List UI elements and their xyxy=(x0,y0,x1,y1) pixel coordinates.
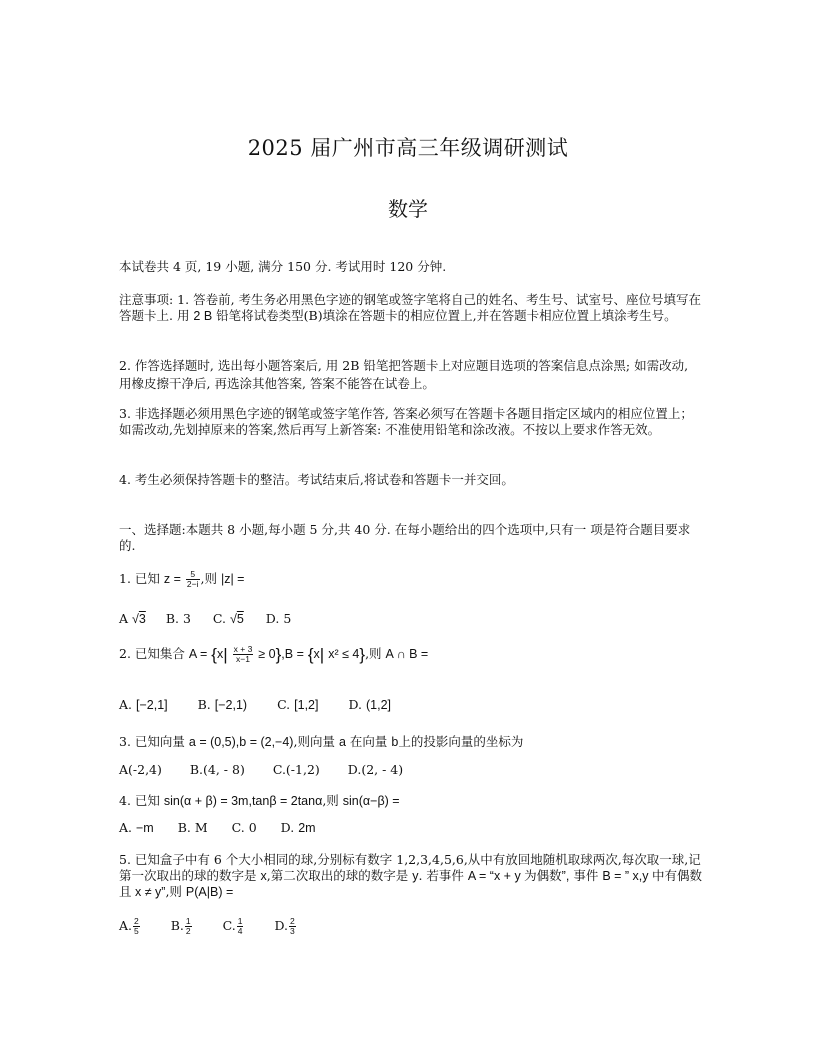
q4-prefix: 4. 已知 xyxy=(119,793,160,808)
q2-opt-d-val: (1,2] xyxy=(366,698,392,712)
q3-opt-d: D.(2, - 4) xyxy=(347,762,404,777)
q4-opt-d-label: D. xyxy=(280,820,295,835)
q1-opt-a-sqrt: √3 xyxy=(132,612,146,626)
q1-opt-c-label: C. xyxy=(212,611,226,626)
question-5 xyxy=(119,852,703,900)
question-4 xyxy=(119,793,703,809)
q2-x-b: x xyxy=(313,647,320,661)
note-1-text-a: 注意事项: 1. 答卷前, 考生务必用黑色字迹的钢笔或签字笔将自己的姓名、考生号、试室号、座位号填写在答题卡上. 用 xyxy=(119,292,702,323)
q3-vectors: a = (0,5),b = (2,−4) xyxy=(188,735,294,749)
q5-opt-a-label: A. xyxy=(119,918,133,933)
q3-vec-a: a xyxy=(338,735,346,749)
q1-opt-b: B. 3 xyxy=(165,611,191,626)
q2-expr: A ∩ B = xyxy=(385,647,429,661)
q3-opt-c: C.(-1,2) xyxy=(272,762,320,777)
q3-mid1: ,则向量 xyxy=(293,734,335,749)
q2-prefix: 2. 已知集合 xyxy=(119,646,185,661)
question-1 xyxy=(119,568,703,590)
q2-opt-a-label: A. xyxy=(119,697,133,712)
q1-fraction xyxy=(186,570,200,589)
q2-x: x xyxy=(216,647,224,661)
q2-cond: x² ≤ 4 xyxy=(328,647,360,661)
q2-ge: ≥ 0 xyxy=(258,647,276,661)
q3-mid2: 在向量 xyxy=(349,734,388,749)
q2-opt-c-val: [1,2] xyxy=(294,698,319,712)
question-3 xyxy=(119,734,703,750)
q2-mid: ,则 xyxy=(365,646,382,661)
q3-post: 上的投影向量的坐标为 xyxy=(398,734,524,749)
q5-event-a: A = “x + y 为偶数”, xyxy=(467,869,570,883)
q5-opt-a-frac xyxy=(133,917,140,936)
q5-opt-d-label: D. xyxy=(274,918,288,933)
q5-opt-c-frac xyxy=(237,917,244,936)
q3-options xyxy=(119,762,703,778)
note-3: 3. 非选择题必须用黑色字迹的钢笔或签字笔作答, 答案必须写在答题卡各题目指定区域内的相应位置上；如需改动,先划掉原来的答案,然后再写上新答案: 不准使用铅笔和涂改液。不按以上要求作答无效。 xyxy=(119,406,693,437)
q4-expr: sin(α + β) = 3m,tanβ = 2tanα xyxy=(163,794,323,808)
q5-options xyxy=(119,917,703,936)
q2-b-eq: ,B = xyxy=(281,647,304,661)
q4-opt-a-val: −m xyxy=(136,821,154,835)
q2-opt-b-label: B. xyxy=(197,697,211,712)
q1-opt-c-val: 5 xyxy=(236,612,244,626)
q4-mid: ,则 xyxy=(322,793,339,808)
note-4: 4. 考生必须保持答题卡的整洁。考试结束后,将试卷和答题卡一并交回。 xyxy=(119,472,514,487)
q5-opt-b-den: 2 xyxy=(185,926,191,936)
q5-opt-b-label: B. xyxy=(170,918,184,933)
q5-opt-b-num: 1 xyxy=(185,916,191,926)
q5-event-b: B = ” x,y 中有偶数且 x ≠ y” xyxy=(119,869,702,899)
q3-vec-b: b xyxy=(391,735,399,749)
note-2: 2. 作答选择题时, 选出每小题答案后, 用 2B 铅笔把答题卡上对应题目选项的答案信息点涂黑; 如需改动, 用橡皮擦干净后, 再选涂其他答案, 答案不能答在试卷上。 xyxy=(119,358,689,391)
q5-opt-a-num: 2 xyxy=(134,916,139,926)
note-1 xyxy=(119,292,703,324)
q5-line5: ,则 xyxy=(165,884,182,899)
q4-opt-a-label: A. xyxy=(119,820,133,835)
q2-opt-c-label: C. xyxy=(277,697,291,712)
q5-opt-c-label: C. xyxy=(222,918,236,933)
q1-prefix: 1. 已知 xyxy=(119,571,160,586)
q2-right-brace-b: } xyxy=(359,645,366,664)
subject-heading: 数学 xyxy=(388,197,428,221)
q1-mid: ,则 xyxy=(200,571,217,586)
q4-opt-c-label: C. 0 xyxy=(231,820,257,835)
q5-prob: P(A|B) = xyxy=(185,885,234,899)
q1-options xyxy=(119,611,703,627)
q4-options xyxy=(119,820,703,836)
q1-den: 2−i xyxy=(186,579,199,589)
q2-bar-b: | xyxy=(319,645,325,664)
q1-opt-a-val: 3 xyxy=(138,612,146,626)
q5-line3: . 若事件 xyxy=(418,868,464,883)
q2-left-brace-b: { xyxy=(307,645,314,664)
q5-opt-b-frac xyxy=(185,917,192,936)
q5-x: x xyxy=(260,869,267,883)
q2-fraction xyxy=(233,645,254,664)
q2-opt-b-val: [−2,1) xyxy=(214,698,248,712)
intro-text: 本试卷共 4 页, 19 小题, 满分 150 分. 考试用时 120 分钟. xyxy=(119,259,447,274)
q4-expr2: sin(α−β) = xyxy=(342,794,400,808)
q5-line4: 事件 xyxy=(573,868,599,883)
q4-opt-d-val: 2m xyxy=(298,821,316,835)
q4-opt-b-label: B. M xyxy=(177,820,208,835)
q1-opt-d: D. 5 xyxy=(265,611,292,626)
q2-opt-d-label: D. xyxy=(348,697,363,712)
q5-opt-d-den: 3 xyxy=(290,926,295,936)
q2-a-eq: A = xyxy=(188,647,208,661)
note-1-math: 2 B xyxy=(193,309,213,323)
q5-opt-c-den: 4 xyxy=(237,926,243,936)
q2-options xyxy=(119,697,703,713)
q5-opt-d-frac xyxy=(289,917,296,936)
q3-opt-b: B.(4, - 8) xyxy=(189,762,245,777)
q1-abs: |z| = xyxy=(220,572,245,586)
q2-opt-a-val: [−2,1] xyxy=(136,698,168,712)
q2-left-brace: { xyxy=(211,645,217,664)
q3-prefix: 3. 已知向量 xyxy=(119,734,185,749)
q5-opt-c-num: 1 xyxy=(237,916,243,926)
q2-den: x−1 xyxy=(236,654,250,664)
section-1-heading: 一、选择题:本题共 8 小题,每小题 5 分,共 40 分. 在每小题给出的四个选项中,只有一 项是符合题目要求的. xyxy=(119,522,691,553)
note-1-text-b: 铅笔将试卷类型(B)填涂在答题卡的相应位置上,并在答题卡相应位置上填涂考生号。 xyxy=(212,308,677,323)
q5-opt-d-num: 2 xyxy=(290,916,295,926)
q2-bar: | xyxy=(223,645,228,664)
q1-num: 5 xyxy=(186,570,200,580)
q5-opt-a-den: 5 xyxy=(134,926,139,936)
q2-num: x + 3 xyxy=(233,644,253,654)
exam-title: 2025 届广州市高三年级调研测试 xyxy=(247,136,569,160)
q5-y: y xyxy=(412,869,419,883)
q2-right-brace: } xyxy=(275,645,282,664)
q3-opt-a: A(-2,4) xyxy=(119,762,162,777)
q5-line1: 5. 已知盒子中有 6 个大小相同的球,分别标有数字 1,2,3,4,5,6,从中有放回地随机取球两次,每次取一球,记第一次取出的球的数字是 xyxy=(119,852,701,883)
question-2 xyxy=(119,642,703,667)
q1-opt-c-sqrt: √5 xyxy=(229,612,244,626)
q1-z-eq: z = xyxy=(163,572,181,586)
q5-line2: ,第二次取出的球的数字是 xyxy=(266,868,409,883)
q1-opt-a-label: A xyxy=(119,611,129,626)
